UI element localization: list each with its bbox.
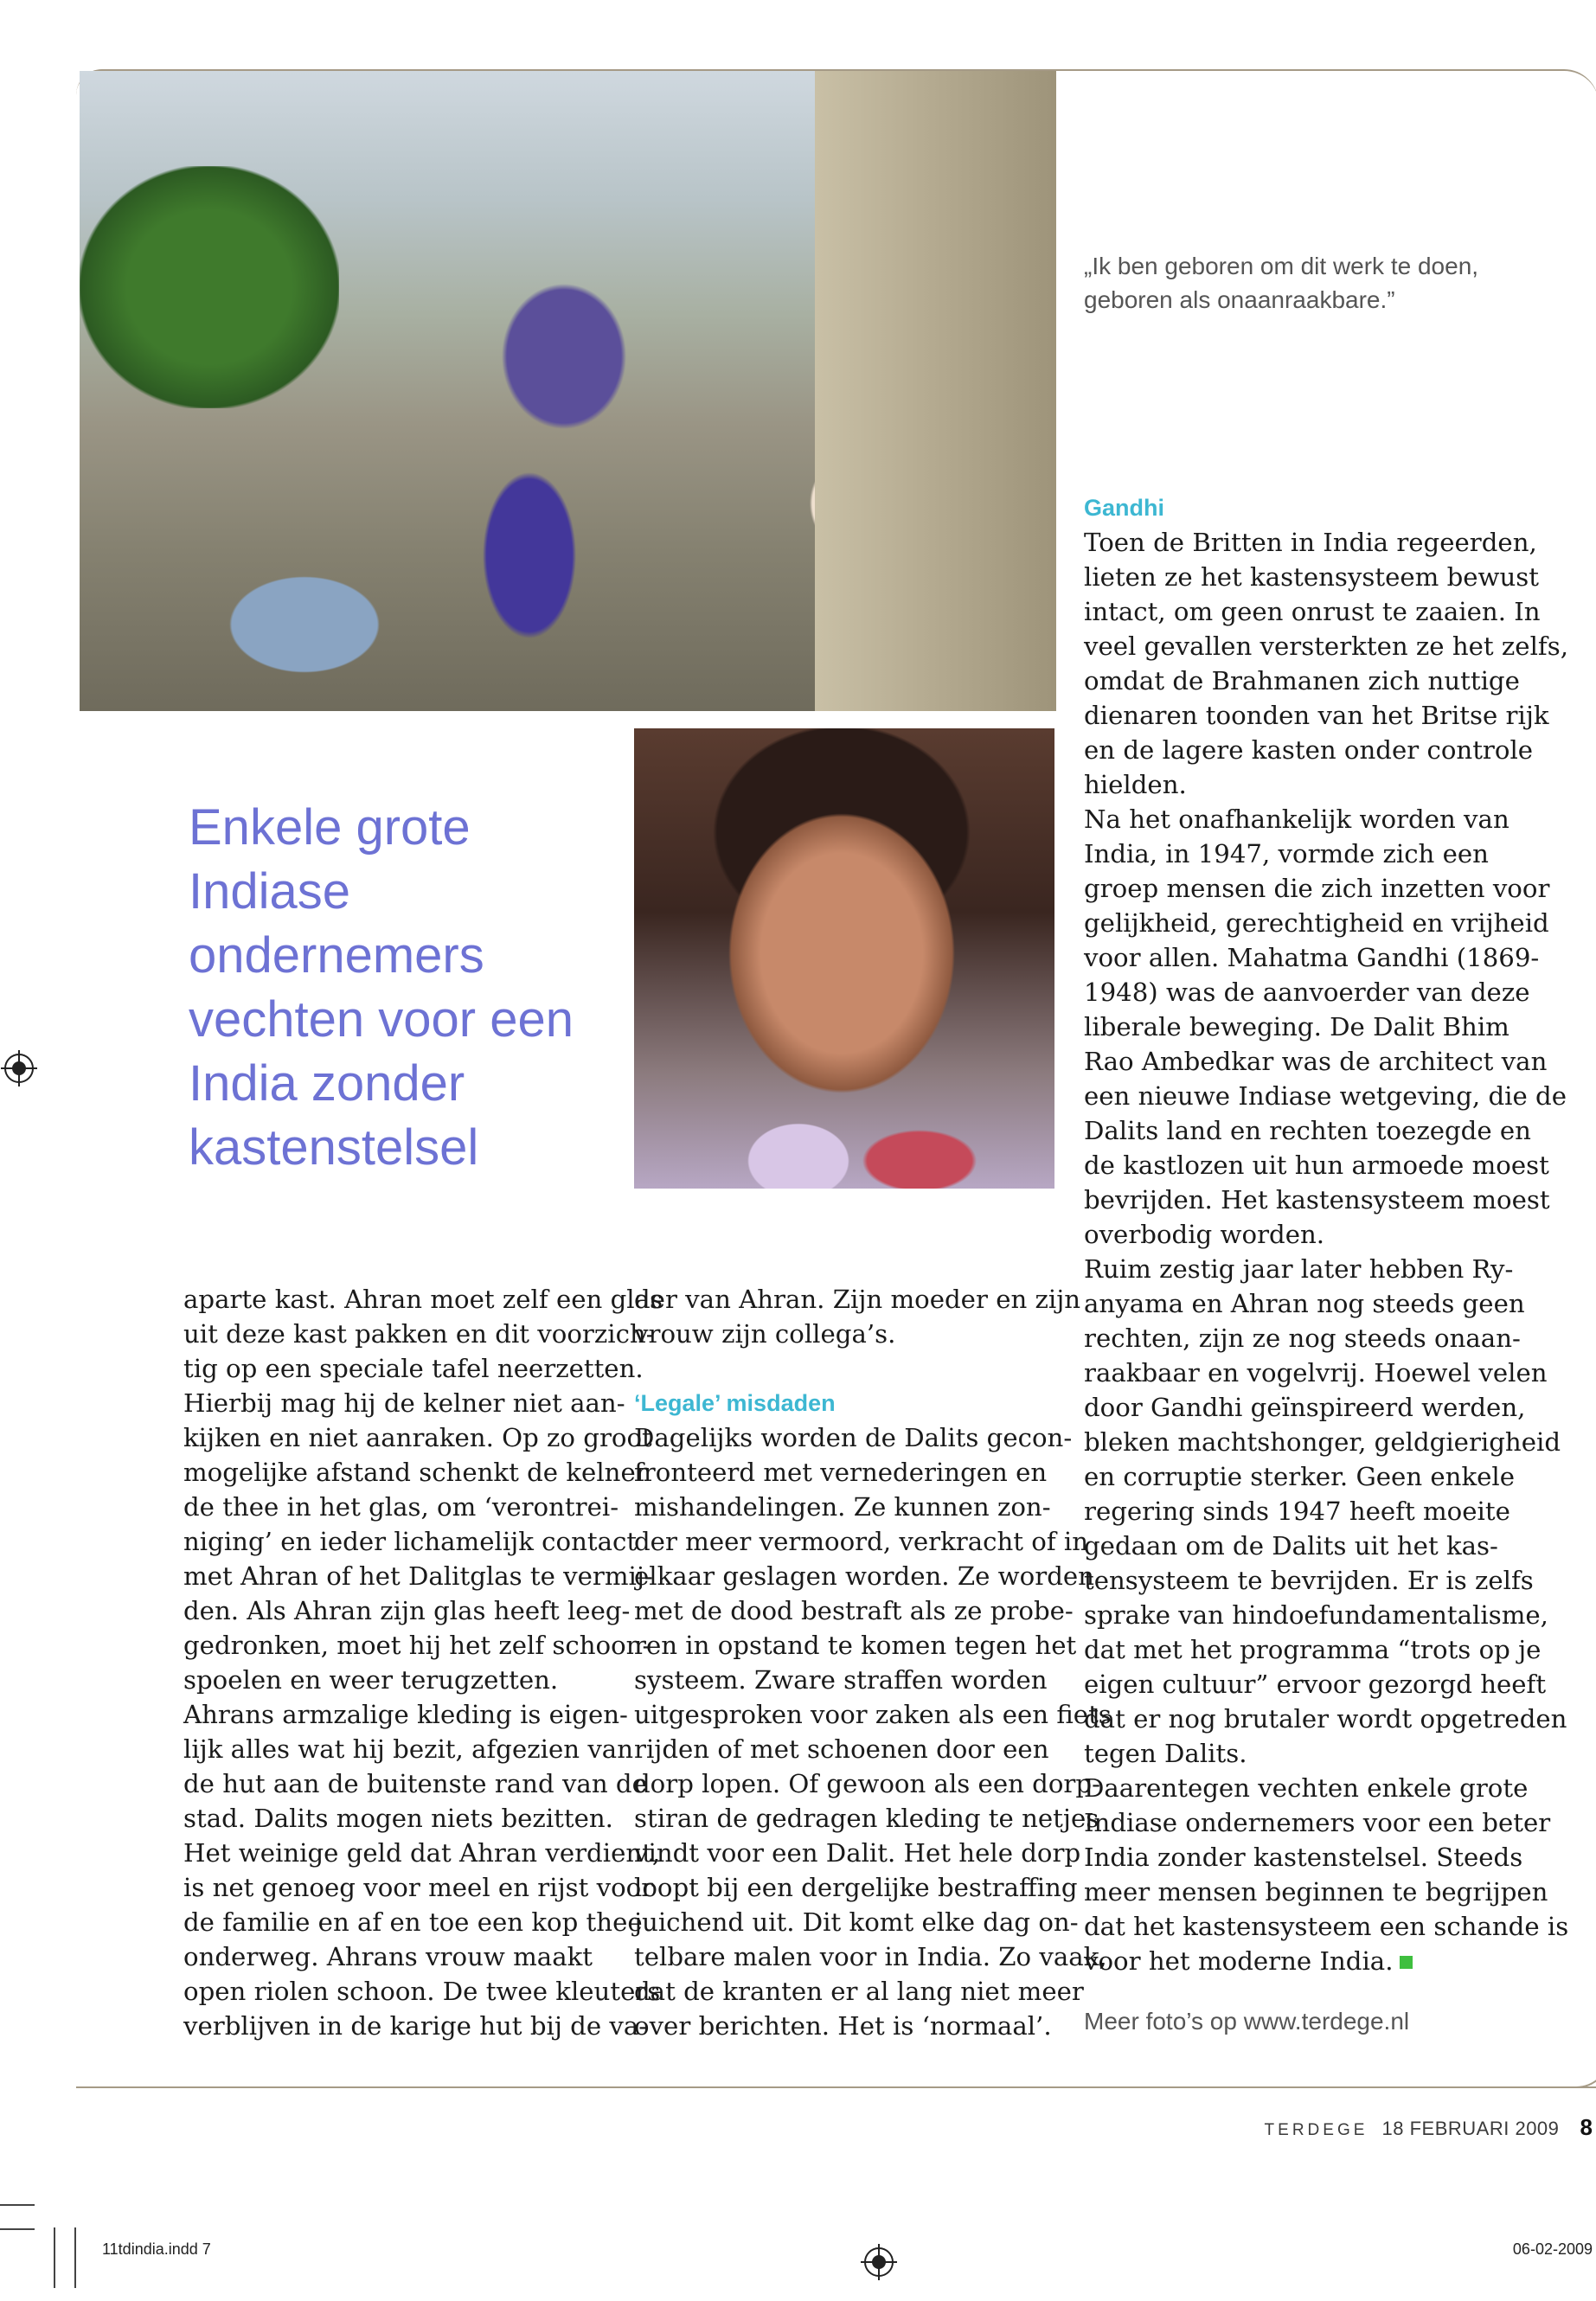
body-text-line: mishandelingen. Ze kunnen zon- xyxy=(634,1492,1051,1522)
body-text-line: onderweg. Ahrans vrouw maakt xyxy=(183,1942,593,1971)
body-text-line: ren in opstand te komen tegen het xyxy=(634,1631,1077,1660)
body-column-2 xyxy=(634,1282,1112,2043)
body-text-line: Dalits land en rechten toezegde en xyxy=(1084,1116,1531,1145)
section-heading-legale-misdaden: ‘Legale’ misdaden xyxy=(634,1390,836,1416)
body-text-line: omdat de Brahmanen zich nuttige xyxy=(1084,666,1520,695)
body-text-line: vrouw zijn collega’s. xyxy=(634,1319,896,1349)
column-2-intro xyxy=(634,1282,1081,1351)
body-text-line: elkaar geslagen worden. Ze worden xyxy=(634,1561,1094,1591)
body-text-line: regering sinds 1947 heeft moeite xyxy=(1084,1497,1510,1526)
quote-line: geboren als onaanraakbare.” xyxy=(1084,286,1395,313)
body-text-line: verblijven in de karige hut bij de va- xyxy=(183,2011,648,2041)
body-text-line: loopt bij een dergelijke bestraffing xyxy=(634,1873,1078,1902)
body-text-line: en corruptie sterker. Geen enkele xyxy=(1084,1462,1516,1491)
girl-portrait-photo xyxy=(634,728,1054,1189)
body-text-line: der meer vermoord, verkracht of in xyxy=(634,1527,1089,1556)
column-3-body xyxy=(1084,525,1569,1978)
street-photo xyxy=(80,71,1056,711)
paragraph-gap xyxy=(634,1351,1067,1386)
body-text-line: over berichten. Het is ‘normaal’. xyxy=(634,2011,1052,2041)
body-text-line: de thee in het glas, om ‘verontrei- xyxy=(183,1492,619,1522)
body-text-line: de kastlozen uit hun armoede moest xyxy=(1084,1150,1549,1180)
photo-quote xyxy=(1084,249,1568,317)
body-text-line: Hierbij mag hij de kelner niet aan- xyxy=(183,1388,625,1418)
body-text-line: bevrijden. Het kastensysteem moest xyxy=(1084,1185,1550,1215)
body-text-line: gelijkheid, gerechtigheid en vrijheid xyxy=(1084,908,1549,938)
body-text-line: vindt voor een Dalit. Het hele dorp xyxy=(634,1838,1081,1868)
body-text-line: voor allen. Mahatma Gandhi (1869- xyxy=(1084,943,1540,972)
body-text-line: India, in 1947, vormde zich een xyxy=(1084,839,1489,868)
body-text-line: Na het onafhankelijk worden van xyxy=(1084,804,1509,834)
body-column-1 xyxy=(183,1282,663,2043)
body-text-line: open riolen schoon. De twee kleuters xyxy=(183,1977,661,2006)
body-text-line: stiran de gedragen kleding te netjes xyxy=(634,1804,1099,1833)
registration-mark-icon xyxy=(4,1054,34,1083)
body-text-line: hielden. xyxy=(1084,770,1187,799)
body-text-line: spoelen en weer terugzetten. xyxy=(183,1665,559,1695)
body-column-3 xyxy=(1084,490,1569,1978)
body-text-line: Toen de Britten in India regeerden, xyxy=(1084,528,1537,557)
body-text-line: fronteerd met vernederingen en xyxy=(634,1458,1048,1487)
body-text-line: India zonder kastenstelsel. Steeds xyxy=(1084,1843,1523,1872)
body-text-line: de familie en af en toe een kop thee xyxy=(183,1907,643,1937)
body-text-line: eigen cultuur” ervoor gezorgd heeft xyxy=(1084,1670,1547,1699)
body-text-line: aparte kast. Ahran moet zelf een glas xyxy=(183,1285,663,1314)
body-text-line: veel gevallen versterkten ze het zelfs, xyxy=(1084,631,1568,661)
page-footer xyxy=(1265,2114,1593,2141)
magazine-name: TERDEGE xyxy=(1264,2121,1368,2139)
body-text-line: rechten, zijn ze nog steeds onaan- xyxy=(1084,1324,1521,1353)
body-text-line: door Gandhi geïnspireerd werden, xyxy=(1084,1393,1526,1422)
body-text-line: meer mensen beginnen te begrijpen xyxy=(1084,1877,1548,1907)
body-text-line: is net genoeg voor meel en rijst voor xyxy=(183,1873,654,1902)
print-slug-date: 06-02-2009 xyxy=(1512,2240,1593,2258)
body-text-line: tegen Dalits. xyxy=(1084,1739,1247,1768)
pull-quote-line: vechten voor een xyxy=(189,991,574,1048)
body-text-line: den. Als Ahran zijn glas heeft leeg- xyxy=(183,1596,631,1625)
section-heading-gandhi: Gandhi xyxy=(1084,495,1164,521)
pull-quote-line: kastenstelsel xyxy=(189,1119,479,1176)
page-number: 8 xyxy=(1580,2114,1593,2140)
body-text-line: sprake van hindoefundamentalisme, xyxy=(1084,1600,1548,1630)
body-text-line: anyama en Ahran nog steeds geen xyxy=(1084,1289,1525,1318)
body-text-line: gedronken, moet hij het zelf schoon- xyxy=(183,1631,651,1660)
body-text-line: tig op een speciale tafel neerzetten. xyxy=(183,1354,644,1383)
body-text-line: rijden of met schoenen door een xyxy=(634,1734,1049,1764)
body-text-line: dat het kastensysteem een schande is xyxy=(1084,1912,1569,1941)
body-text-line: dienaren toonden van het Britse rijk xyxy=(1084,701,1549,730)
body-text-line: Dagelijks worden de Dalits gecon- xyxy=(634,1423,1073,1452)
body-text-line: der van Ahran. Zijn moeder en zijn xyxy=(634,1285,1081,1314)
body-text-line: bleken machtshonger, geldgierigheid xyxy=(1084,1427,1561,1457)
body-text-line: dat er nog brutaler wordt opgetreden xyxy=(1084,1704,1567,1734)
issue-date: 18 FEBRUARI 2009 xyxy=(1381,2118,1560,2139)
body-text-line: lieten ze het kastensysteem bewust xyxy=(1084,562,1540,592)
body-text-line: 1948) was de aanvoerder van deze xyxy=(1084,977,1530,1007)
body-text-line: Ruim zestig jaar later hebben Ry- xyxy=(1084,1254,1514,1284)
body-text-line: Rao Ambedkar was de architect van xyxy=(1084,1047,1548,1076)
body-text-line: Het weinige geld dat Ahran verdient, xyxy=(183,1838,661,1868)
registration-mark-icon xyxy=(864,2247,894,2277)
body-text-line: uit deze kast pakken en dit voorzich- xyxy=(183,1319,655,1349)
body-text-line: lijk alles wat hij bezit, afgezien van xyxy=(183,1734,634,1764)
column-2-body xyxy=(634,1420,1112,2043)
crop-mark xyxy=(0,2228,35,2230)
pull-quote-line: Indiase xyxy=(189,863,351,920)
crop-mark xyxy=(54,2227,55,2288)
pull-quote-line: India zonder xyxy=(189,1055,465,1112)
body-text-line: de hut aan de buitenste rand van de xyxy=(183,1769,647,1798)
body-text-line: liberale beweging. De Dalit Bhim xyxy=(1084,1012,1509,1042)
crop-mark xyxy=(0,2204,35,2206)
body-text-line: overbodig worden. xyxy=(1084,1220,1325,1249)
body-text-line: uitgesproken voor zaken als een fiets xyxy=(634,1700,1112,1729)
body-text-line: met de dood bestraft als ze probe- xyxy=(634,1596,1074,1625)
body-text-line: kijken en niet aanraken. Op zo groot xyxy=(183,1423,652,1452)
pull-quote-line: ondernemers xyxy=(189,927,484,984)
page-frame-corner xyxy=(1548,2033,1596,2088)
print-slug-filename: 11tdindia.indd 7 xyxy=(102,2240,211,2258)
body-text-line: dat de kranten er al lang niet meer xyxy=(634,1977,1084,2006)
body-text-line: tensysteem te bevrijden. Er is zelfs xyxy=(1084,1566,1534,1595)
body-text-line: niging’ en ieder lichamelijk contact xyxy=(183,1527,638,1556)
body-text-line: voor het moderne India. xyxy=(1084,1944,1534,1978)
body-text-line: groep mensen die zich inzetten voor xyxy=(1084,874,1550,903)
body-text-line: en de lagere kasten onder controle xyxy=(1084,735,1534,765)
more-photos-link[interactable]: Meer foto’s op www.terdege.nl xyxy=(1084,2008,1410,2035)
crop-mark xyxy=(74,2227,76,2288)
body-text-line: telbare malen voor in India. Zo vaak, xyxy=(634,1942,1107,1971)
body-text-line: systeem. Zware straffen worden xyxy=(634,1665,1048,1695)
end-of-article-mark-icon xyxy=(1400,1956,1413,1969)
body-text-line: Ahrans armzalige kleding is eigen- xyxy=(183,1700,628,1729)
pull-quote-line: Enkele grote xyxy=(189,799,471,856)
body-text-line: Daarentegen vechten enkele grote xyxy=(1084,1773,1529,1803)
body-text-line: dorp lopen. Of gewoon als een dorp- xyxy=(634,1769,1100,1798)
body-text-line: juichend uit. Dit komt elke dag on- xyxy=(634,1907,1079,1937)
body-text-line: Indiase ondernemers voor een beter xyxy=(1084,1808,1551,1837)
body-text-line: intact, om geen onrust te zaaien. In xyxy=(1084,597,1541,626)
body-text-line: met Ahran of het Dalitglas te vermij- xyxy=(183,1561,653,1591)
body-text-line: stad. Dalits mogen niets bezitten. xyxy=(183,1804,613,1833)
body-text-line: gedaan om de Dalits uit het kas- xyxy=(1084,1531,1498,1561)
pull-quote xyxy=(189,796,621,1180)
body-text-line: een nieuwe Indiase wetgeving, die de xyxy=(1084,1081,1567,1111)
body-text-line: dat met het programma “trots op je xyxy=(1084,1635,1542,1664)
body-text-line: raakbaar en vogelvrij. Hoewel velen xyxy=(1084,1358,1548,1388)
body-text-line: mogelijke afstand schenkt de kelner xyxy=(183,1458,648,1487)
page-frame-bottom xyxy=(76,2086,1596,2088)
quote-line: „Ik ben geboren om dit werk te doen, xyxy=(1084,253,1479,279)
